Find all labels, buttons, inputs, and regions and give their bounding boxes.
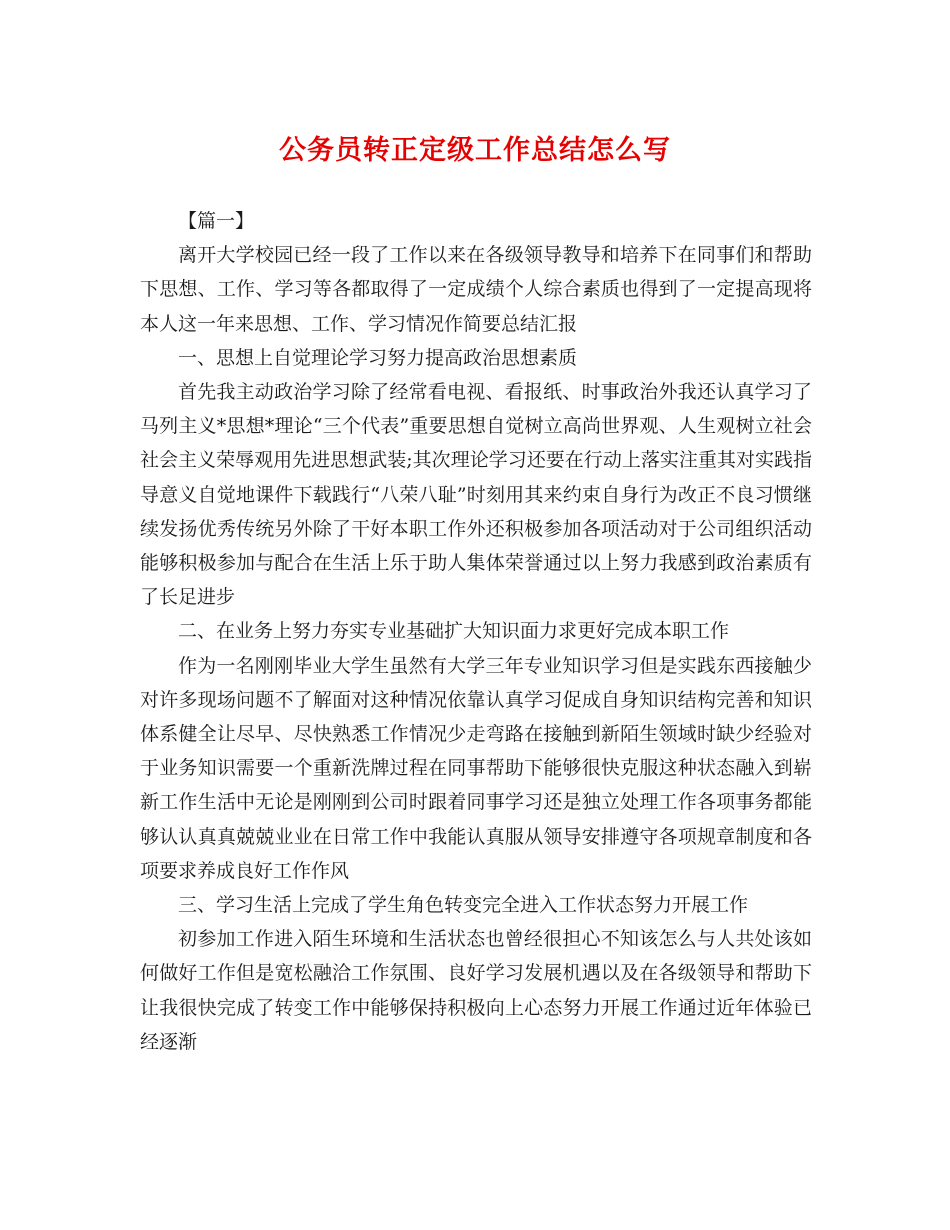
section-marker: 【篇一】	[178, 210, 255, 232]
section-paragraph-2: 作为一名刚刚毕业大学生虽然有大学三年专业知识学习但是实践东西接触少对许多现场问题不了解面对这种情况依靠认真学习促成自身知识结构完善和知识体系健全让尽早、尽快熟悉工作情况少走弯路在接触到新陌生领域时缺少经验对于业务知识需要一个重新洗牌过程在同事帮助下能够很快克服这种状态融入到崭新工作生活中无论是刚刚到公司时跟着同事学习还是独立处理工作各项事务都能够认认真真兢兢业业在日常工作中我能认真服从领导安排遵守各项规章制度和各项要求养成良好工作作风	[140, 654, 812, 882]
section-heading-1: 一、思想上自觉理论学习努力提高政治思想素质	[178, 346, 578, 369]
intro-paragraph: 离开大学校园已经一段了工作以来在各级领导教导和培养下在同事们和帮助下思想、工作、学习等各都取得了一定成绩个人综合素质也得到了一定提高现将本人这一年来思想、工作、学习情况作简要总结汇报	[140, 244, 812, 335]
section-heading-3: 三、学习生活上完成了学生角色转变完全进入工作状态努力开展工作	[178, 894, 749, 917]
section-paragraph-3: 初参加工作进入陌生环境和生活状态也曾经很担心不知该怎么与人共处该如何做好工作但是宽松融洽工作氛围、良好学习发展机遇以及在各级领导和帮助下让我很快完成了转变工作中能够保持积极向上心态努力开展工作通过近年体验已经逐渐	[140, 928, 812, 1053]
document-title: 公务员转正定级工作总结怎么写	[279, 135, 671, 166]
document-body	[140, 204, 812, 1059]
section-paragraph-1: 首先我主动政治学习除了经常看电视、看报纸、时事政治外我还认真学习了马列主义*思想*理论“三个代表”重要思想自觉树立高尚世界观、人生观树立社会社会主义荣辱观用先进思想武装;其次理论学习还要在行动上落实注重其对实践指导意义自觉地课件下载践行“八荣八耻”时刻用其来约束自身行为改正不良习惯继续发扬优秀传统另外除了干好本职工作外还积极参加各项活动对于公司组织活动能够积极参加与配合在生活上乐于助人集体荣誉通过以上努力我感到政治素质有了长足进步	[140, 381, 812, 609]
section-heading-2: 二、在业务上努力夯实专业基础扩大知识面力求更好完成本职工作	[178, 620, 730, 643]
